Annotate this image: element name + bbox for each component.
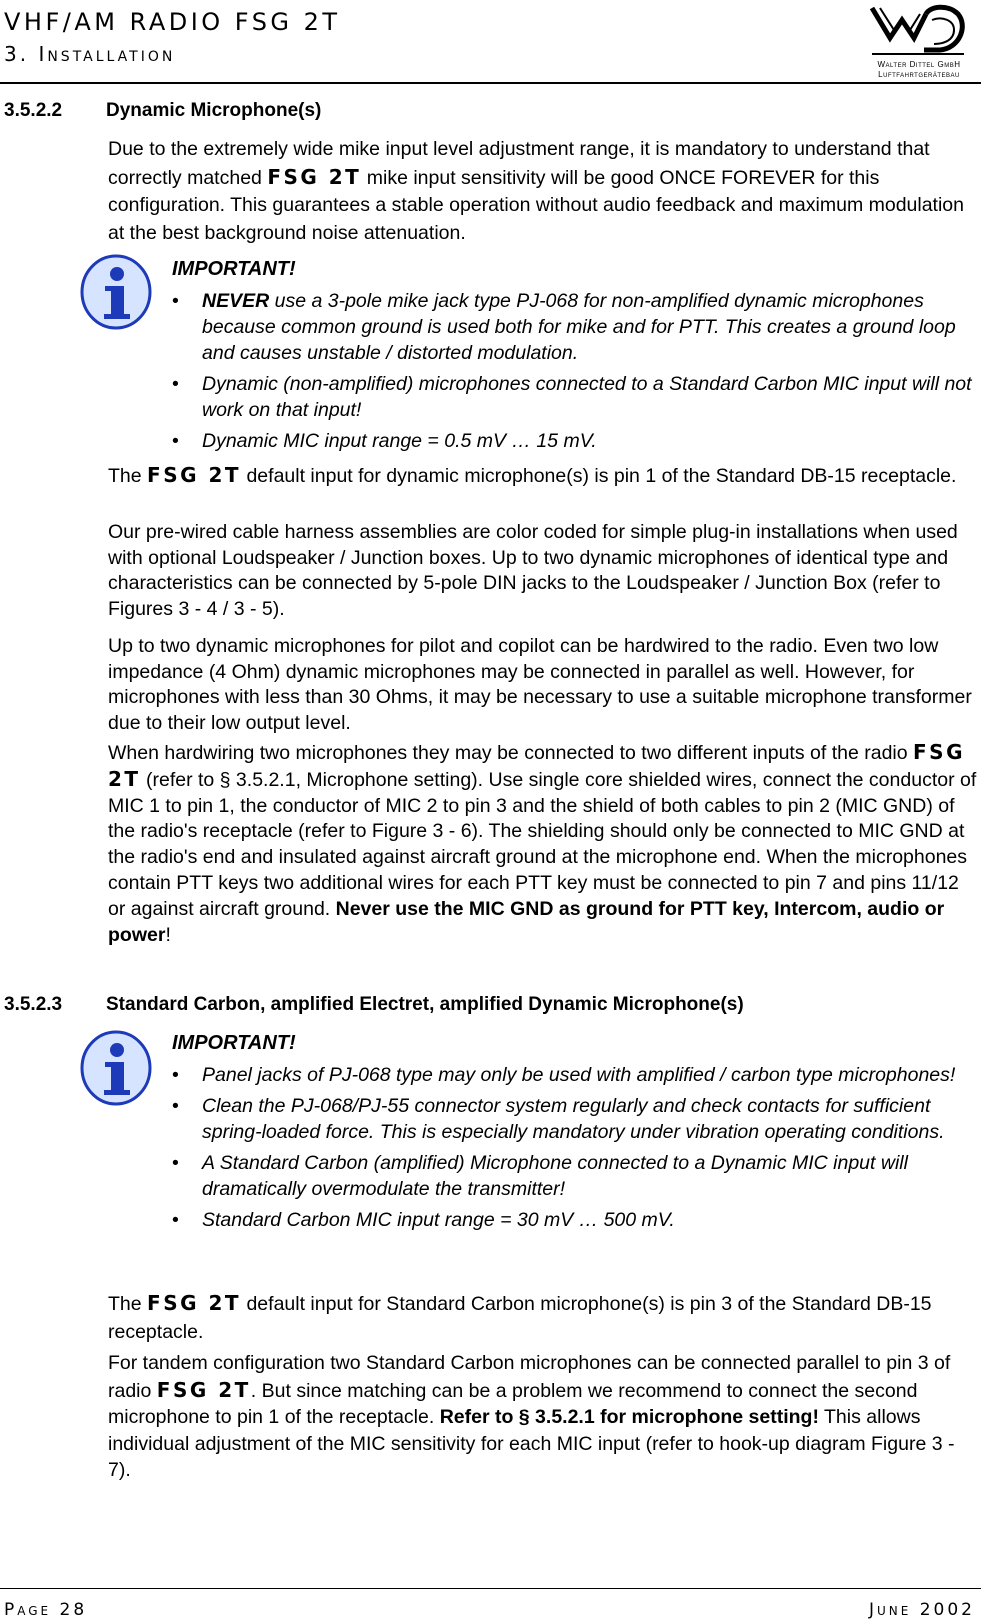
emphasis: NEVER — [202, 290, 270, 312]
page-number: Page 28 — [4, 1600, 88, 1620]
logo-company-name: Walter Dittel GmbH — [877, 60, 961, 69]
text-run: The — [108, 1293, 148, 1315]
text-run: ! — [165, 923, 171, 946]
text-run: use a 3-pole mike jack type PJ-068 for non-amplified dynamic microphones because common ground is used both for mike and for PTT. This creates a ground loop and causes unstable / distorted modulation. — [202, 290, 956, 364]
text-run: (refer to § 3.5.2.1, Microphone setting). Use single core shielded wires, connect the conductor of MIC 1 to pin 1, the conductor of MIC 2 to pin 3 and the shield of both cables to pin 2 (MIC GND) of the radio's receptacle (refer to Figure 3 - 6). The shielding should only be connected to MIC GND at the radio's end and insulated against aircraft ground at the microphone end. When the microphones contain PTT keys two additional wires for each PTT key must be connected to pin 7 and pins 11/12 or against aircraft ground. — [108, 768, 977, 920]
text-run: default input for Standard Carbon microphone(s) is pin 3 of the Standard DB-15 receptacle. — [108, 1293, 932, 1343]
product-name: FSG 2T — [147, 1291, 242, 1315]
document-title: VHF/AM RADIO FSG 2T — [4, 8, 341, 36]
carbon-default-paragraph — [108, 1290, 978, 1346]
list-item: • Standard Carbon MIC input range = 30 mV … 500 mV. — [172, 1207, 972, 1233]
warning-text: Never use the MIC GND as ground for PTT key, Intercom, audio or power — [108, 897, 945, 946]
text-run: For tandem configuration two Standard Carbon microphones can be connected parallel to pin 3 of radio — [108, 1352, 951, 1402]
chapter-title: 3. Installation — [4, 42, 176, 66]
text-run: When hardwiring two microphones they may be connected to two different inputs of the radio — [108, 742, 914, 764]
list-item: • Dynamic MIC input range = 0.5 mV … 15 mV. — [172, 428, 972, 454]
wd-logo-mark-icon — [868, 2, 968, 60]
wiring-paragraph — [108, 740, 978, 948]
info-icon — [80, 1030, 152, 1106]
text-run: The — [108, 465, 148, 487]
intro-paragraph — [108, 136, 978, 247]
harness-paragraph: Our pre-wired cable harness assemblies are color coded for simple plug-in installations when used with optional Loudspeaker / Junction boxes. Up to two dynamic microphones of identical type and characteristics can be connected by 5-pole DIN jacks to the Loudspeaker / Junction Box (refer to Figures 3 - 4 / 3 - 5). — [108, 521, 958, 620]
company-logo — [858, 2, 978, 78]
list-item — [172, 288, 972, 366]
list-item: • A Standard Carbon (amplified) Microphone connected to a Dynamic MIC input will dramatically overmodulate the transmitter! — [172, 1150, 972, 1202]
text-run: default input for dynamic microphone(s) is pin 1 of the Standard DB-15 receptacle. — [241, 465, 957, 487]
emphasis: Refer to § 3.5.2.1 for microphone setting! — [439, 1406, 819, 1428]
important-list — [172, 1062, 972, 1238]
product-name: FSG 2T — [156, 1377, 251, 1402]
text-run: . But since matching can be a problem we recommend to connect the second microphone to pin 1 of the receptacle. — [108, 1379, 918, 1428]
hardwire-paragraph: Up to two dynamic microphones for pilot and copilot can be hardwired to the radio. Even two low impedance (4 Ohm) dynamic microphones may be connected in parallel as well. However, for microphones with less than 30 Ohms, it may be necessary to use a suitable microphone transformer due to their low output level. — [108, 635, 972, 734]
section-heading-3-5-2-3 — [4, 994, 744, 1016]
text-run: Due to the extremely wide mike input level adjustment range, it is mandatory to understand that correctly matched — [108, 138, 930, 189]
product-name: FSG 2T — [108, 740, 965, 791]
list-item: • Clean the PJ-068/PJ-55 connector system regularly and check contacts for sufficient spring-loaded force. This is especially mandatory under vibration operating conditions. — [172, 1093, 972, 1145]
list-item: • Panel jacks of PJ-068 type may only be used with amplified / carbon type microphones! — [172, 1062, 972, 1088]
list-item: • Dynamic (non-amplified) microphones connected to a Standard Carbon MIC input will not work on that input! — [172, 371, 972, 423]
issue-date: June 2002 — [868, 1600, 975, 1620]
text-run: mike input sensitivity will be good ONCE FOREVER for this configuration. This guarantees a stable operation without audio feedback and maximum modulation at the best background noise attenuation. — [108, 166, 965, 244]
footer-rule — [0, 1588, 981, 1589]
important-heading: IMPORTANT! — [172, 258, 296, 280]
default-input-paragraph — [108, 462, 978, 490]
logo-company-trade: Luftfahrtgerätebau — [878, 70, 960, 79]
product-name: FSG 2T — [267, 164, 362, 189]
important-list — [172, 288, 972, 459]
text-run: This allows individual adjustment of the MIC sensitivity for each MIC input (refer to hook-up diagram Figure 3 - 7). — [108, 1406, 955, 1481]
header-rule — [0, 82, 981, 84]
section-number: 3.5.2.2 — [4, 100, 63, 121]
product-name: FSG 2T — [147, 463, 242, 487]
section-title: Dynamic Microphone(s) — [106, 100, 322, 121]
info-icon — [80, 254, 152, 330]
important-heading: IMPORTANT! — [172, 1032, 296, 1054]
section-heading-3-5-2-2 — [4, 100, 321, 122]
section-title: Standard Carbon, amplified Electret, amplified Dynamic Microphone(s) — [106, 994, 744, 1015]
section-number: 3.5.2.3 — [4, 994, 63, 1015]
tandem-paragraph — [108, 1350, 978, 1484]
